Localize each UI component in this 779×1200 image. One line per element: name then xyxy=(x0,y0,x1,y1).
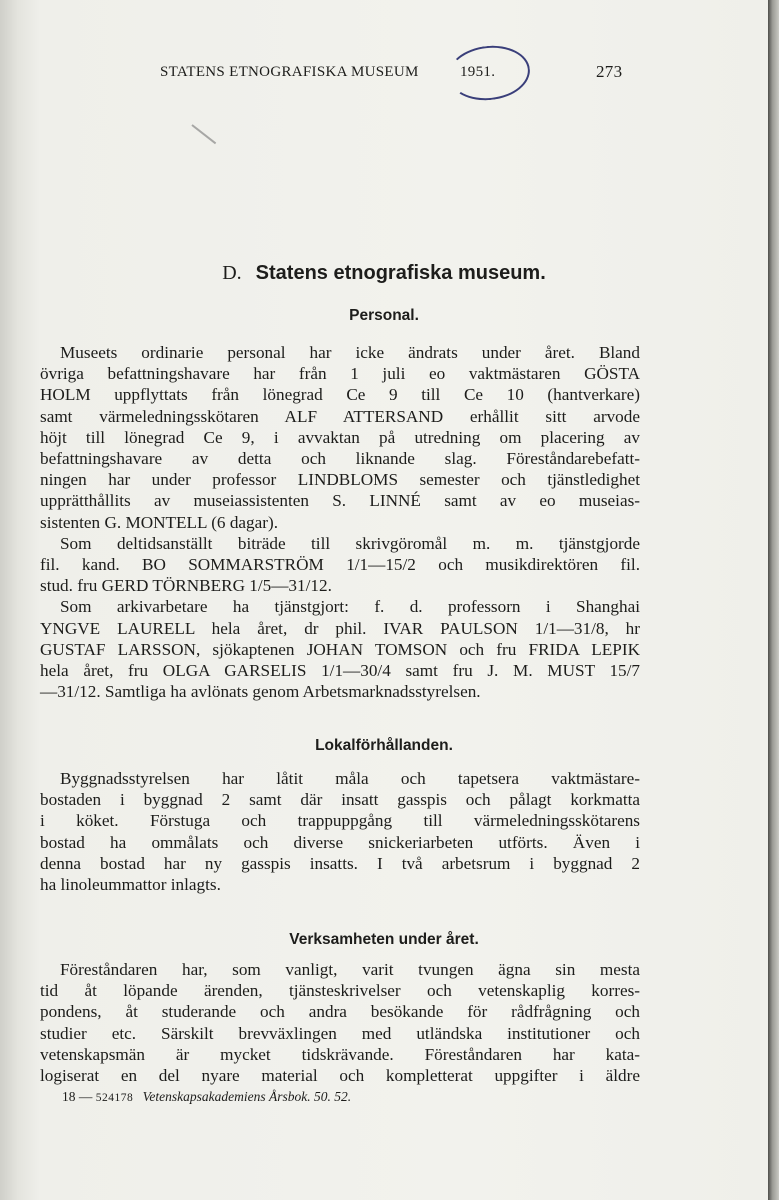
text-line: —31/12. Samtliga ha avlönats genom Arbetsmarknadsstyrelsen. xyxy=(40,682,481,702)
text-line: Som arkivarbetare ha tjänstgjort: f. d. professorn i Shanghai xyxy=(60,597,640,617)
text-line: i köket. Förstuga och trappuppgång till värmeledningsskötarens xyxy=(40,811,640,831)
text-line: ningen har under professor LINDBLOMS semester och tjänstledighet xyxy=(40,470,640,490)
subheading-verksamheten: Verksamheten under året. xyxy=(289,931,479,948)
text-line: Föreståndaren har, som vanligt, varit tvungen ägna sin mesta xyxy=(60,960,640,979)
text-line: samt värmeledningsskötaren ALF ATTERSAND erhållit sitt arvode xyxy=(40,406,640,426)
text-line: vetenskapsmän är mycket tidskrävande. Föreståndaren har kata- xyxy=(40,1044,640,1064)
footer-sheet-number: 18 — xyxy=(62,1089,93,1104)
text-line: YNGVE LAURELL hela året, dr phil. IVAR PAULSON 1/1—31/8, hr xyxy=(40,618,640,638)
text-line: logiserat en del nyare material och kompletterat uppgifter i äldre xyxy=(40,1066,640,1086)
text-line: denna bostad har ny gasspis insatts. I två arbetsrum i byggnad 2 xyxy=(40,853,640,873)
text-line: bostad ha ommålats och diverse snickeriarbeten utförts. Även i xyxy=(40,832,640,852)
text-line: Som deltidsanställt biträde till skrivgöromål m. m. tjänstgjorde xyxy=(60,533,640,553)
paragraph-verksamheten xyxy=(40,959,640,1086)
scan-edge-shadow xyxy=(768,0,779,1200)
section-heading xyxy=(0,262,768,285)
text-line: höjt till lönegrad Ce 9, i avvaktan på utredning om placering av xyxy=(40,427,640,447)
text-line: HOLM uppflyttats från lönegrad Ce 9 till Ce 10 (hantverkare) xyxy=(40,385,640,405)
text-line: Byggnadsstyrelsen har låtit måla och tapetsera vaktmästare- xyxy=(60,769,640,788)
text-line: ha linoleummattor inlagts. xyxy=(40,875,221,895)
page-footer xyxy=(62,1089,351,1105)
paragraph-lokalforhallanden xyxy=(40,768,640,895)
text-line: befattningshavare av detta och liknande slag. Föreståndarebefatt- xyxy=(40,449,640,469)
running-header xyxy=(160,64,630,88)
text-line: upprätthållits av museiassistenten S. LINNÉ samt av eo museias- xyxy=(40,491,640,511)
pen-circle-annotation xyxy=(445,42,532,104)
header-year: 1951. xyxy=(460,64,496,80)
text-line: fil. kand. BO SOMMARSTRÖM 1/1—15/2 och musikdirektören fil. xyxy=(40,555,640,575)
subheading-personal: Personal. xyxy=(349,307,419,324)
footer-journal: Vetenskapsakademiens Årsbok. 50. 52. xyxy=(142,1089,352,1104)
pen-stroke-mark xyxy=(191,124,216,144)
text-line: hela året, fru OLGA GARSELIS 1/1—30/4 samt fru J. M. MUST 15/7 xyxy=(40,661,640,681)
subheading-lokalforhallanden: Lokalförhållanden. xyxy=(315,737,453,754)
page-number: 273 xyxy=(596,62,623,81)
text-line: bostaden i byggnad 2 samt där insatt gasspis och pålagt korkmatta xyxy=(40,790,640,810)
text-line: tid åt löpande ärenden, tjänsteskrivelser och vetenskaplig korres- xyxy=(40,981,640,1001)
text-line: stud. fru GERD TÖRNBERG 1/5—31/12. xyxy=(40,576,332,596)
paragraph-personal xyxy=(40,342,640,702)
footer-print-number: 524178 xyxy=(95,1092,134,1104)
text-line: sistenten G. MONTELL (6 dagar). xyxy=(40,512,279,532)
text-line: GUSTAF LARSSON, sjökaptenen JOHAN TOMSON och fru FRIDA LEPIK xyxy=(40,639,640,659)
section-letter: D. xyxy=(222,262,242,284)
text-line: studier etc. Särskilt brevväxlingen med utländska institutioner och xyxy=(40,1023,640,1043)
text-line: Museets ordinarie personal har icke ändrats under året. Bland xyxy=(60,343,640,362)
text-line: pondens, åt studerande och andra besökande för rådfrågning och xyxy=(40,1002,640,1022)
header-title: STATENS ETNOGRAFISKA MUSEUM xyxy=(160,64,419,80)
section-title: Statens etnografiska museum. xyxy=(255,262,546,284)
text-line: övriga befattningshavare har från 1 juli eo vaktmästaren GÖSTA xyxy=(40,364,640,384)
